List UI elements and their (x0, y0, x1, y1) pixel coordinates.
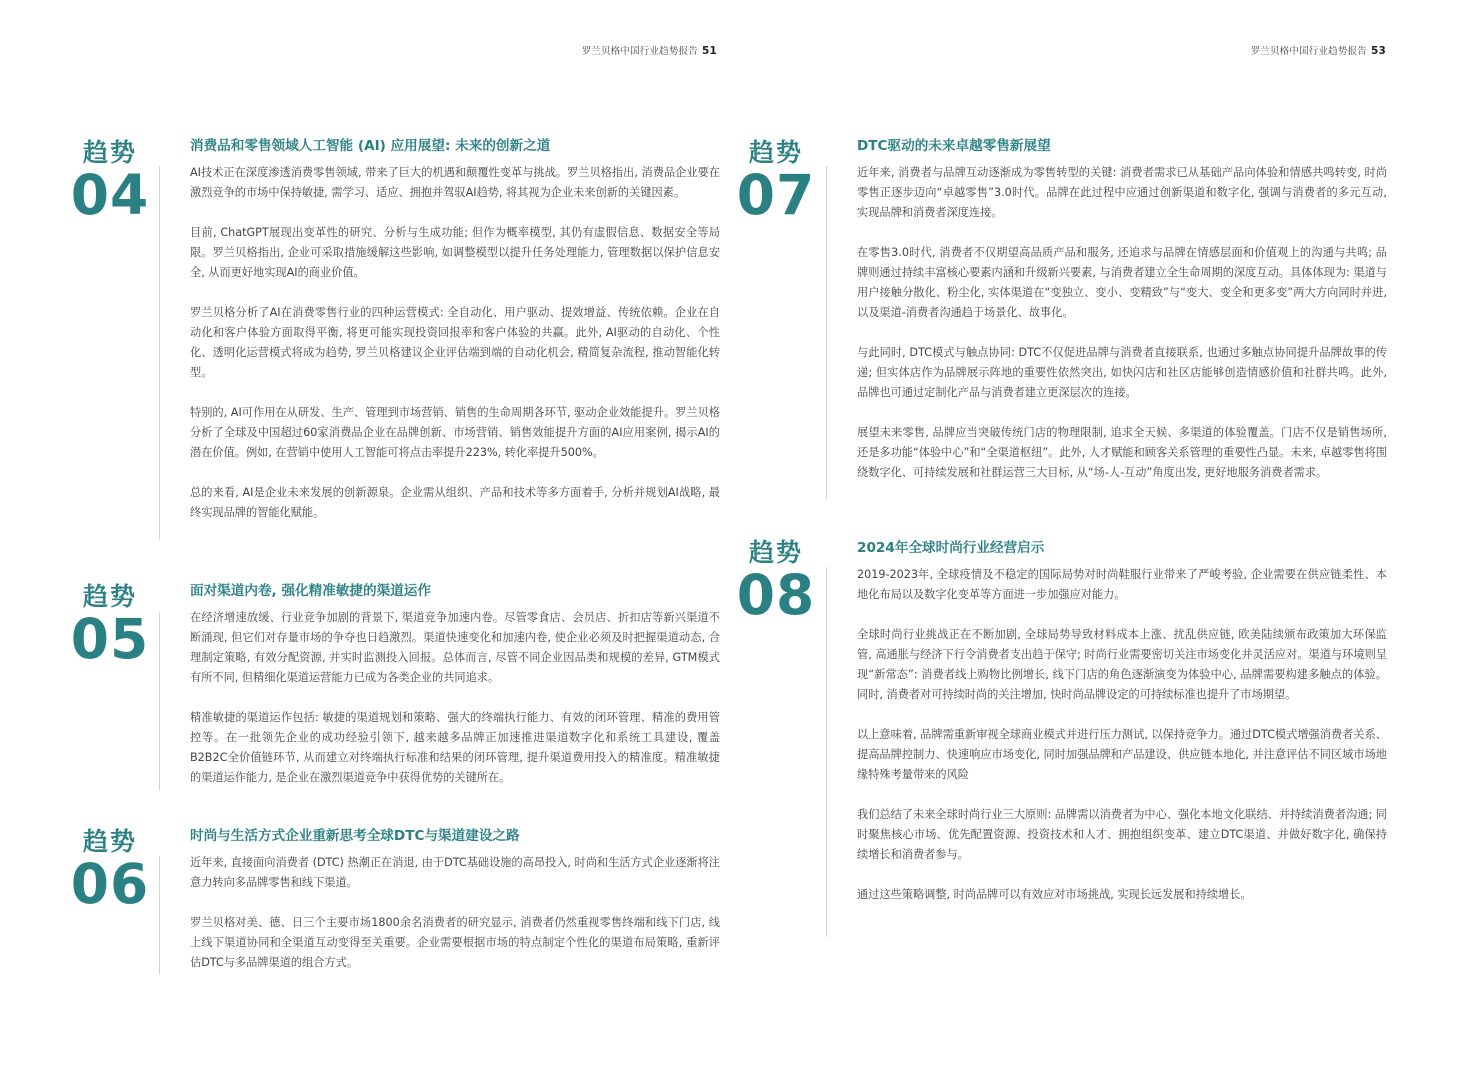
running-header-left (582, 43, 717, 57)
trend-keyword: 趋势 (748, 538, 803, 567)
trend-keyword: 趋势 (82, 827, 137, 856)
trend-title: 消费品和零售领域人工智能 (AI) 应用展望: 未来的创新之道 (190, 138, 551, 154)
divider (159, 166, 160, 540)
divider (159, 856, 160, 974)
trend-label (55, 582, 165, 671)
trend-title: 时尚与生活方式企业重新思考全球DTC与渠道建设之路 (190, 828, 520, 844)
divider (826, 567, 827, 937)
trend-keyword: 趋势 (82, 138, 137, 167)
paragraph: 通过这些策略调整, 时尚品牌可以有效应对市场挑战, 实现长远发展和持续增长。 (857, 888, 1252, 901)
paragraph: 罗兰贝格分析了AI在消费零售行业的四种运营模式: 全自动化、用户驱动、提效增益、传统依赖。企业在自动化和客户体验方面取得平衡, 将更可能实现投资回报率和客户体验的共赢。此外, AI驱动的自动化、个性化、透明化运营模式将成为趋势, 罗兰贝格建议企业评估端到端的自动化机会, 精简复杂流程, 推动智能化转型。 (190, 306, 720, 379)
trend-label (721, 138, 831, 227)
report-title: 罗兰贝格中国行业趋势报告 (1250, 46, 1367, 57)
page-number: 51 (701, 45, 717, 57)
trend-title: 面对渠道内卷, 强化精准敏捷的渠道运作 (190, 583, 431, 599)
trend-body (190, 826, 720, 993)
paragraph: 全球时尚行业挑战正在不断加剧, 全球局势导致材料成本上涨、扰乱供应链, 欧美陆续颁布政策加大环保监管, 高通胀与经济下行令消费者支出趋于保守; 时尚行业需要密切关注市场变化并灵活应对。渠道与环境则呈现“新常态”: 消费者线上购物比例增长, 线下门店的角色逐渐演变为体验中心, 品牌需要构建多触点的体验。同时, 消费者对可持续时尚的关注增加, 快时尚品牌设定的可持续标准也提升了市场期望。 (857, 628, 1387, 701)
trend-keyword: 趋势 (82, 582, 137, 611)
trend-body (857, 136, 1387, 503)
paragraph: 在经济增速放缓、行业竞争加剧的背景下, 渠道竞争加速内卷。尽管零食店、会员店、折扣店等新兴渠道不断涌现, 但它们对存量市场的争夺也日趋激烈。渠道快速变化和加速内卷, 使企业必须及时把握渠道动态, 合理制定策略, 有效分配资源, 并实时监测投入回报。总体而言, 尽管不同企业因品类和规模的差异, GTM模式有所不同, 但精细化渠道运营能力已成为各类企业的共同追求。 (190, 611, 720, 684)
trend-label (721, 538, 831, 627)
trend-title: 2024年全球时尚行业经营启示 (857, 540, 1045, 556)
running-header-right (1251, 43, 1386, 57)
divider (159, 612, 160, 790)
paragraph: 近年来, 消费者与品牌互动逐渐成为零售转型的关键: 消费者需求已从基础产品向体验和情感共鸣转变, 时尚零售正逐步迈向“卓越零售”3.0时代。品牌在此过程中应通过创新渠道和数字化, 强调与消费者的多元互动, 实现品牌和消费者深度连接。 (857, 166, 1387, 219)
paragraph: 总的来看, AI是企业未来发展的创新源泉。企业需从组织、产品和技术等多方面着手, 分析并规划AI战略, 最终实现品牌的智能化赋能。 (190, 486, 720, 519)
paragraph: 目前, ChatGPT展现出变革性的研究、分析与生成功能; 但作为概率模型, 其仍有虚假信息、数据安全等局限。罗兰贝格指出, 企业可采取措施缓解这些影响, 如调整模型以提升任务处理能力, 管理数据以保护信息安全, 从而更好地实现AI的商业价值。 (190, 226, 720, 279)
trend-number: 04 (70, 163, 150, 227)
paragraph: 2019-2023年, 全球疫情及不稳定的国际局势对时尚鞋服行业带来了严峻考验, 企业需要在供应链柔性、本地化布局以及数字化变革等方面进一步加强应对能力。 (857, 568, 1387, 601)
paragraph: 展望未来零售, 品牌应当突破传统门店的物理限制, 追求全天候、多渠道的体验覆盖。门店不仅是销售场所, 还是多功能“体验中心”和“全渠道枢纽”。此外, 人才赋能和顾客关系管理的重要性凸显。未来, 卓越零售将围绕数字化、可持续发展和社群运营三大目标, 从“场-人-互动”角度出发, 更好地服务消费者需求。 (857, 426, 1387, 479)
trend-body (857, 538, 1387, 925)
paragraph: 以上意味着, 品牌需重新审视全球商业模式并进行压力测试, 以保持竞争力。通过DTC模式增强消费者关系、提高品牌控制力、快速响应市场变化, 同时加强品牌和产品建设、供应链本地化, 并注意评估不同区域市场地缘特殊考量带来的风险 (857, 728, 1387, 781)
paragraph: 精准敏捷的渠道运作包括: 敏捷的渠道规划和策略、强大的终端执行能力、有效的闭环管理、精准的费用管控等。在一批领先企业的成功经验引领下, 越来越多品牌正加速推进渠道数字化和系统工具建设, 覆盖B2B2C全价值链环节, 从而建立对终端执行标准和结果的闭环管理, 提升渠道费用投入的精准度。精准敏捷的渠道运作能力, 是企业在激烈渠道竞争中获得优势的关键所在。 (190, 711, 720, 784)
trend-label (55, 827, 165, 916)
trend-title: DTC驱动的未来卓越零售新展望 (857, 138, 1051, 154)
trend-keyword: 趋势 (748, 138, 803, 167)
paragraph: 在零售3.0时代, 消费者不仅期望高品质产品和服务, 还追求与品牌在情感层面和价值观上的沟通与共鸣; 品牌则通过持续丰富核心要素内涵和升级新兴要素, 与消费者建立全生命周期的深度互动。具体体现为: 渠道与用户接触分散化、粉尘化, 实体渠道在“变独立、变小、变精致”与“变大、变全和更多变”两大方向同时并进, 以及渠道-消费者沟通趋于场景化、故事化。 (857, 246, 1387, 319)
trend-number: 08 (736, 563, 816, 627)
trend-body (190, 581, 720, 808)
paragraph: 罗兰贝格对美、德、日三个主要市场1800余名消费者的研究显示, 消费者仍然重视零售终端和线下门店, 线上线下渠道协同和全渠道互动变得至关重要。企业需要根据市场的特点制定个性化的渠道布局策略, 重新评估DTC与多品牌渠道的组合方式。 (190, 916, 720, 969)
trend-number: 05 (70, 607, 150, 671)
trend-label (55, 138, 165, 227)
divider (826, 166, 827, 500)
right-page (731, 0, 1462, 1080)
trend-number: 07 (736, 163, 816, 227)
paragraph: 与此同时, DTC模式与触点协同: DTC不仅促进品牌与消费者直接联系, 也通过多触点协同提升品牌故事的传递; 但实体店作为品牌展示阵地的重要性依然突出, 如快闪店和社区店能够创造情感价值和社群共鸣。此外, 品牌也可通过定制化产品与消费者建立更深层次的连接。 (857, 346, 1387, 399)
report-title: 罗兰贝格中国行业趋势报告 (581, 46, 698, 57)
paragraph: 特别的, AI可作用在从研发、生产、管理到市场营销、销售的生命周期各环节, 驱动企业效能提升。罗兰贝格分析了全球及中国超过60家消费品企业在品牌创新、市场营销、销售效能提升方面的AI应用案例, 揭示AI的潜在价值。例如, 在营销中使用人工智能可将点击率提升223%, 转化率提升500%。 (190, 406, 720, 459)
trend-body (190, 136, 720, 543)
paragraph: AI技术正在深度渗透消费零售领域, 带来了巨大的机遇和颠覆性变革与挑战。罗兰贝格指出, 消费品企业要在激烈竞争的市场中保持敏捷, 需学习、适应、拥抱并驾驭AI趋势, 将其视为企业未来创新的关键因素。 (190, 166, 720, 199)
paragraph: 近年来, 直接面向消费者 (DTC) 热潮正在消退, 由于DTC基础设施的高昂投入, 时尚和生活方式企业逐渐将注意力转向多品牌零售和线下渠道。 (190, 856, 720, 889)
paragraph: 我们总结了未来全球时尚行业三大原则: 品牌需以消费者为中心、强化本地文化联结、并持续消费者沟通; 同时聚焦核心市场、优先配置资源、投资技术和人才、拥抱组织变革、建立DTC渠道、并做好数字化, 确保持续增长和消费者参与。 (857, 808, 1387, 861)
trend-number: 06 (70, 852, 150, 916)
page-number: 53 (1370, 45, 1386, 57)
